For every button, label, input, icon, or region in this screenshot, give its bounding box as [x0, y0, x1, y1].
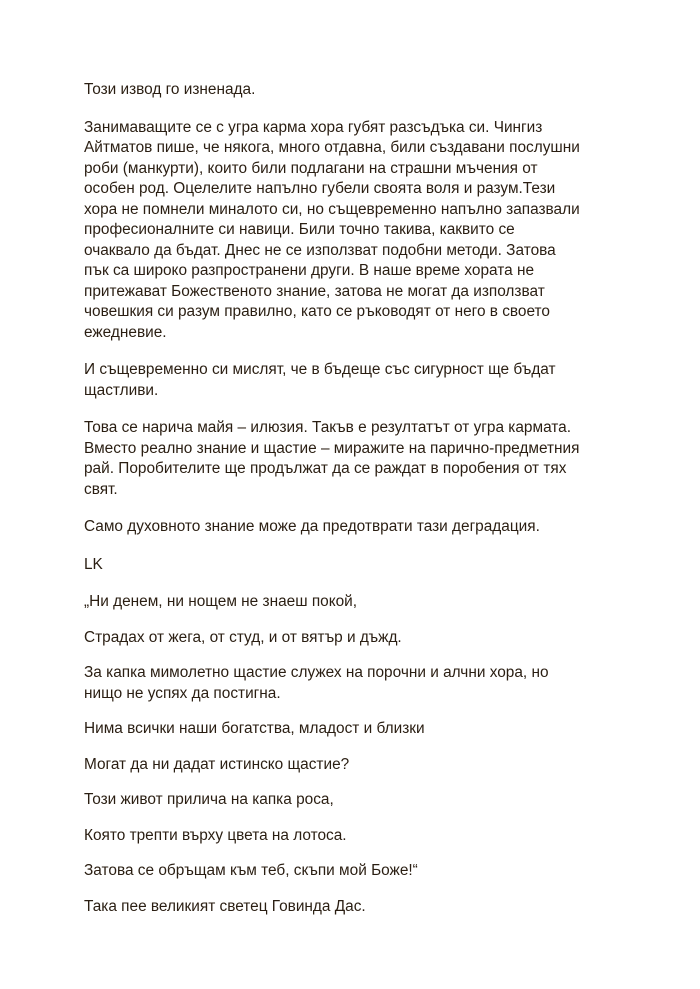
poem-line: Страдах от жега, от студ, и от вятър и дъжд. [84, 628, 402, 646]
paragraph: Това се нарича майя – илюзия. Такъв е резултатът от угра кармата. Вместо реално знание и щастие – миражите на парично-предметния рай. Поробителите ще продължат да се раждат в поробения от тях свят. [84, 419, 580, 498]
poem-line: Затова се обръщам към теб, скъпи мой Боже!“ [84, 862, 418, 879]
paragraph: Само духовното знание може да предотврати тази деградация. [84, 518, 540, 535]
closing-line: Така пее великият светец Говинда Дас. [84, 897, 366, 915]
author-signature: LK [84, 555, 103, 573]
paragraph: Занимаващите се с угра карма хора губят разсъдъка си. Чингиз Айтматов пише, че някога, много отдавна, били създавани послушни роби (манкурти), които били подлагани на страшни мъчения от особен род. Оцелелите напълно губели своята воля и разум.Тези хора не помнели миналото си, но същевременно напълно запазвали професионалните си навици. Били точно такива, каквито се очаквало да бъдат. Днес не се използват подобни методи. Затова пък са широко разпространени други. В наше време хората не притежават Божественото знание, затова не могат да използват човешкия си разум правилно, като се ръководят от него в своето ежедневие. [84, 118, 580, 341]
poem-line: Която трепти върху цвета на лотоса. [84, 826, 347, 844]
paragraph: Този извод го изненада. [84, 81, 256, 98]
poem-line: Нима всички наши богатства, младост и близки [84, 720, 425, 737]
poem-line: Този живот прилича на капка роса, [84, 791, 334, 808]
paragraph: И същевременно си мислят, че в бъдеще със сигурност ще бъдат щастливи. [84, 361, 556, 399]
document-page [84, 80, 624, 932]
poem-line: За капка мимолетно щастие служех на порочни и алчни хора, но нищо не успях да постигна. [84, 664, 549, 702]
poem-line: „Ни денем, ни нощем не знаеш покой, [84, 593, 358, 610]
poem-line: Могат да ни дадат истинско щастие? [84, 755, 350, 773]
poem [84, 592, 624, 917]
